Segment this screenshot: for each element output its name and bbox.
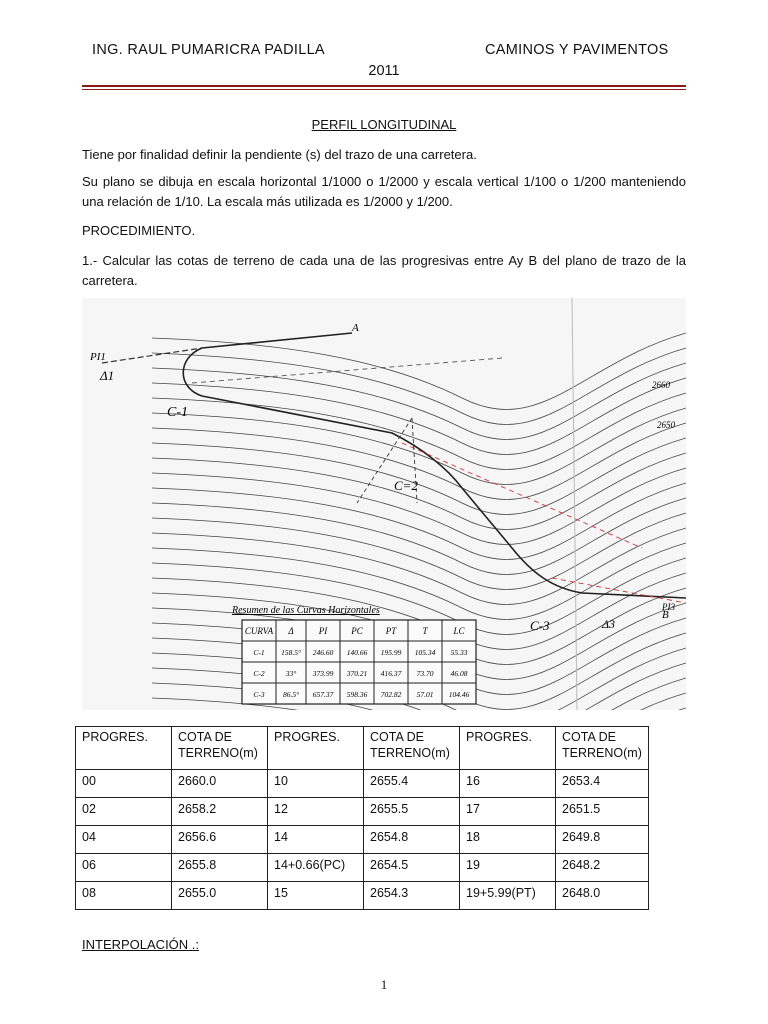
col-header-progres-3: PROGRES. — [460, 727, 556, 770]
table-row — [76, 882, 649, 910]
summary-cell: 373.99 — [312, 669, 334, 678]
summary-cell: 140.66 — [346, 648, 368, 657]
table-cell: 18 — [460, 826, 556, 854]
label-point-b: B — [662, 609, 669, 621]
table-cell: 2660.0 — [172, 770, 268, 798]
summary-cell: C-1 — [253, 648, 265, 657]
table-row — [76, 854, 649, 882]
summary-cell: 158.5° — [281, 648, 301, 657]
table-cell: 2651.5 — [556, 798, 649, 826]
summary-header-cell: CURVA — [244, 626, 274, 636]
summary-cell: 416.37 — [380, 669, 402, 678]
summary-header-cell: LC — [453, 626, 465, 636]
table-cell: 2658.2 — [172, 798, 268, 826]
table-cell: 2656.6 — [172, 826, 268, 854]
table-cell: 00 — [76, 770, 172, 798]
table-cell: 2649.8 — [556, 826, 649, 854]
paragraph-step-1: 1.- Calcular las cotas de terreno de cada una de las progresivas entre Ay B del plano de trazo de la carretera. — [82, 253, 686, 288]
summary-cell: 702.82 — [380, 690, 402, 699]
table-row — [76, 770, 649, 798]
table-cell: 2654.5 — [364, 854, 460, 882]
col-header-progres-2: PROGRES. — [268, 727, 364, 770]
summary-cell: 657.37 — [312, 690, 334, 699]
label-pi3: PI3 — [662, 602, 675, 612]
label-curve-2: C=2 — [394, 478, 418, 493]
table-cell: 14+0.66(PC) — [268, 854, 364, 882]
summary-cell: 598.36 — [346, 690, 368, 699]
header-author: ING. RAUL PUMARICRA PADILLA — [92, 42, 325, 58]
summary-cell: 195.99 — [380, 648, 402, 657]
table-cell: 2654.8 — [364, 826, 460, 854]
table-body — [76, 770, 649, 910]
table-cell: 15 — [268, 882, 364, 910]
label-contour-2650: 2650 — [657, 420, 675, 430]
table-cell: 16 — [460, 770, 556, 798]
table-row — [76, 826, 649, 854]
summary-cell: C-2 — [253, 669, 265, 678]
col-header-progres-1: PROGRES. — [76, 727, 172, 770]
table-header-row — [76, 727, 649, 770]
label-delta3: Δ3 — [602, 617, 616, 631]
paragraph-procedure-heading: PROCEDIMIENTO. — [82, 223, 196, 238]
table-cell: 2653.4 — [556, 770, 649, 798]
label-pi1: PI1 — [90, 351, 106, 363]
table-cell: 04 — [76, 826, 172, 854]
summary-cell: 246.60 — [312, 648, 334, 657]
summary-cell: 104.46 — [448, 690, 470, 699]
summary-header-cell: PI — [318, 626, 328, 636]
header-subject: CAMINOS Y PAVIMENTOS — [485, 42, 669, 58]
table-cell: 02 — [76, 798, 172, 826]
table-cell: 2655.4 — [364, 770, 460, 798]
summary-cell: 370.21 — [346, 669, 368, 678]
summary-cell: 86.5° — [282, 690, 300, 699]
summary-cell: 55.33 — [450, 648, 468, 657]
paragraph-purpose: Tiene por finalidad definir la pendiente (s) del trazo de una carretera. — [82, 147, 477, 162]
table-cell: 19+5.99(PT) — [460, 882, 556, 910]
header-rule-secondary — [82, 89, 686, 90]
table-cell: 08 — [76, 882, 172, 910]
header-year: 2011 — [368, 63, 400, 79]
summary-header-cell: PC — [351, 626, 363, 636]
table-cell: 2648.0 — [556, 882, 649, 910]
elevation-table — [75, 726, 649, 910]
label-curve-3: C-3 — [530, 618, 550, 633]
road-plan-drawing — [82, 298, 686, 710]
label-delta1: Δ1 — [100, 368, 115, 383]
label-curve-1: C-1 — [167, 405, 188, 420]
summary-header-cell: Δ — [288, 626, 294, 636]
page-number: 1 — [380, 977, 388, 992]
table-cell: 2655.8 — [172, 854, 268, 882]
table-cell: 10 — [268, 770, 364, 798]
summary-cell: 33° — [285, 669, 297, 678]
summary-cell: C-3 — [253, 690, 265, 699]
table-cell: 06 — [76, 854, 172, 882]
interpolation-heading: INTERPOLACIÓN .: — [82, 937, 200, 952]
col-header-cota-3: COTA DE TERRENO(m) — [556, 727, 649, 770]
label-point-a: A — [352, 322, 359, 334]
paragraph-scale: Su plano se dibuja en escala horizontal 1/1000 o 1/2000 y escala vertical 1/100 o 1/200 manteniendo una relación de 1/10. La escala más utilizada es 1/2000 y 1/200. — [82, 174, 686, 209]
summary-cell: 105.34 — [414, 648, 436, 657]
summary-table — [242, 620, 476, 704]
table-row — [76, 798, 649, 826]
section-title: PERFIL LONGITUDINAL — [311, 117, 457, 132]
summary-header-cell: PT — [385, 626, 397, 636]
summary-cell: 46.08 — [450, 669, 468, 678]
table-cell: 12 — [268, 798, 364, 826]
label-contour-2660: 2660 — [652, 380, 670, 390]
summary-cell: 73.70 — [416, 669, 434, 678]
table-cell: 2648.2 — [556, 854, 649, 882]
col-header-cota-2: COTA DE TERRENO(m) — [364, 727, 460, 770]
table-cell: 19 — [460, 854, 556, 882]
table-cell: 2654.3 — [364, 882, 460, 910]
header-rule — [82, 85, 686, 87]
col-header-cota-1: COTA DE TERRENO(m) — [172, 727, 268, 770]
summary-cell: 57.01 — [416, 690, 434, 699]
summary-header-cell: T — [422, 626, 428, 636]
table-cell: 2655.5 — [364, 798, 460, 826]
table-cell: 2655.0 — [172, 882, 268, 910]
table-cell: 17 — [460, 798, 556, 826]
summary-title: Resumen de las Curvas Horizontales — [232, 605, 380, 616]
table-cell: 14 — [268, 826, 364, 854]
